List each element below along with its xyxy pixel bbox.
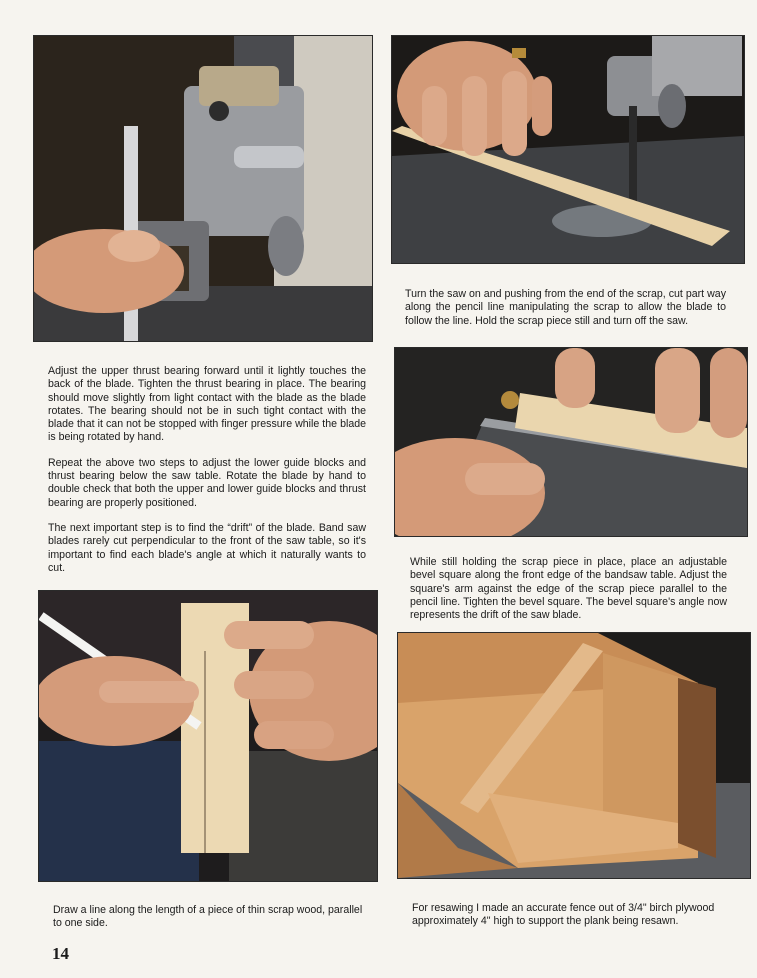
caption-bottom-right: For resawing I made an accurate fence out of 3/4" birch plywood approximately 4" high to support the plank being resawn. (412, 902, 715, 928)
caption-middle-right: While still holding the scrap piece in place, place an adjustable bevel square along the front edge of the bandsaw table. Adjust the square's arm against the edge of the scrap piece parallel to the pencil line. Tighten the bevel square. The bevel square's angle now represents the drift of the saw blade. (410, 556, 727, 622)
bandsaw-thrust-bearing-photo (33, 35, 373, 342)
body-paragraph-2: Repeat the above two steps to adjust the lower guide blocks and thrust bearing below the saw table. Rotate the blade by hand to double check that both the upper and lower guide blocks and thrust bearing are properly positioned. (48, 456, 366, 509)
body-paragraph-1: Adjust the upper thrust bearing forward until it lightly touches the back of the blade. Tighten the thrust bearing in place. The bearing should move slightly from light contact with the blade as the blade rotates. The bearing should not be in such tight contact with the blade that it can not be stopped with finger pressure while the blade is being rotated by hand. (48, 365, 366, 444)
body-text (48, 365, 366, 587)
caption-top-right: Turn the saw on and pushing from the end of the scrap, cut part way along the pencil line manipulating the scrap to allow the blade to follow the line. Hold the scrap piece still and turn off the saw. (405, 288, 726, 327)
resaw-fence-plywood-photo (397, 632, 751, 879)
caption-bottom-left: Draw a line along the length of a piece of thin scrap wood, parallel to one side. (53, 904, 363, 930)
marking-pencil-line-photo (38, 590, 378, 882)
body-paragraph-3: The next important step is to find the “drift” of the blade. Band saw blades rarely cut perpendicular to the front of the saw table, so it's important to find each blade's angle at which it naturally wants to cut. (48, 521, 366, 574)
scrap-piece-on-saw-table-photo (394, 347, 748, 537)
page-number: 14 (52, 944, 69, 963)
cutting-scrap-on-bandsaw-photo (391, 35, 745, 264)
